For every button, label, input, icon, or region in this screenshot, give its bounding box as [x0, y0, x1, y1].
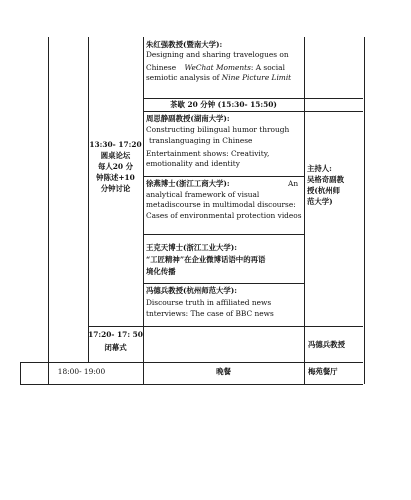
talk3-line2: metadiscourse in multimodal discourse:: [146, 200, 296, 209]
talk2-line2: translanguaging in Chinese: [149, 136, 253, 145]
closing-time: 17:20- 17: 50: [88, 330, 143, 339]
grid-line: [143, 283, 304, 284]
talk5-line2: tnterviews: The case of BBC news: [146, 309, 274, 318]
host-label: 主持人:: [307, 164, 332, 173]
host-line3: 范大学): [307, 197, 333, 206]
grid-line: [143, 234, 304, 235]
grid-line: [143, 37, 144, 384]
session-time: 13:30- 17:20: [89, 140, 142, 149]
grid-line: [304, 37, 305, 384]
talk4-line2: 境化传播: [146, 267, 176, 276]
talk1-line1: Designing and sharing travelogues on: [146, 50, 289, 59]
grid-line: [20, 362, 363, 363]
host-line2: 授(杭州师: [307, 186, 341, 195]
talk1-line2-c: : A social: [250, 63, 285, 72]
speaker-feng: 冯德兵教授(杭州师范大学):: [146, 286, 238, 295]
talk1-line2: [146, 63, 302, 73]
grid-line: [143, 111, 363, 112]
speaker-wang: 王克天博士(浙江工业大学):: [146, 243, 238, 252]
break-row: 茶歇 20 分钟 (15:30- 15:50): [170, 100, 277, 109]
speaker-xu: 徐燕博士(浙江工商大学):: [146, 179, 230, 188]
speaker-zhu: 朱红强教授(暨南大学):: [146, 40, 223, 49]
grid-line: [143, 176, 304, 177]
talk3-line1: analytical framework of visual: [146, 190, 260, 199]
talk1-line3: [146, 73, 291, 83]
speaker-zhou: 周思静副教授(湖南大学):: [146, 114, 230, 123]
grid-line: [20, 384, 363, 385]
dinner-time: 18:00- 19:00: [57, 367, 106, 376]
closing-host: 冯德兵教授: [308, 340, 345, 349]
session-desc-3: 钟陈述+10: [96, 173, 135, 182]
host-line1: 吴格奇副教: [307, 175, 344, 184]
grid-line: [143, 98, 363, 99]
talk3-line3: Cases of environmental protection videos: [146, 211, 302, 220]
talk2-line4: emotionality and identity: [146, 159, 240, 168]
talk4-line1: “工匠精神”在企业微博话语中的再语: [146, 255, 266, 264]
session-desc-1: 圆桌论坛: [100, 151, 131, 160]
closing-label: 闭幕式: [104, 343, 127, 352]
session-desc-2: 每人20 分: [97, 162, 134, 171]
grid-line: [88, 326, 363, 327]
talk1-line2-b: WeChat Moments: [184, 63, 251, 72]
dinner-place: 梅苑餐厅: [308, 367, 338, 376]
grid-line: [88, 37, 89, 362]
talk2-line1: Constructing bilingual humor through: [146, 125, 290, 134]
talk3-tail: An: [288, 179, 299, 188]
session-desc-4: 分钟讨论: [100, 184, 131, 193]
talk5-line1: Discourse truth in affiliated news: [146, 298, 272, 307]
talk1-line2-a: Chinese: [146, 63, 177, 72]
talk1-line3-a: semiotic analysis of: [146, 73, 222, 82]
talk1-line3-b: Nine Picture Limit: [221, 73, 292, 82]
dinner-label: 晚餐: [216, 367, 231, 376]
talk2-line3: Entertainment shows: Creativity,: [146, 149, 270, 158]
